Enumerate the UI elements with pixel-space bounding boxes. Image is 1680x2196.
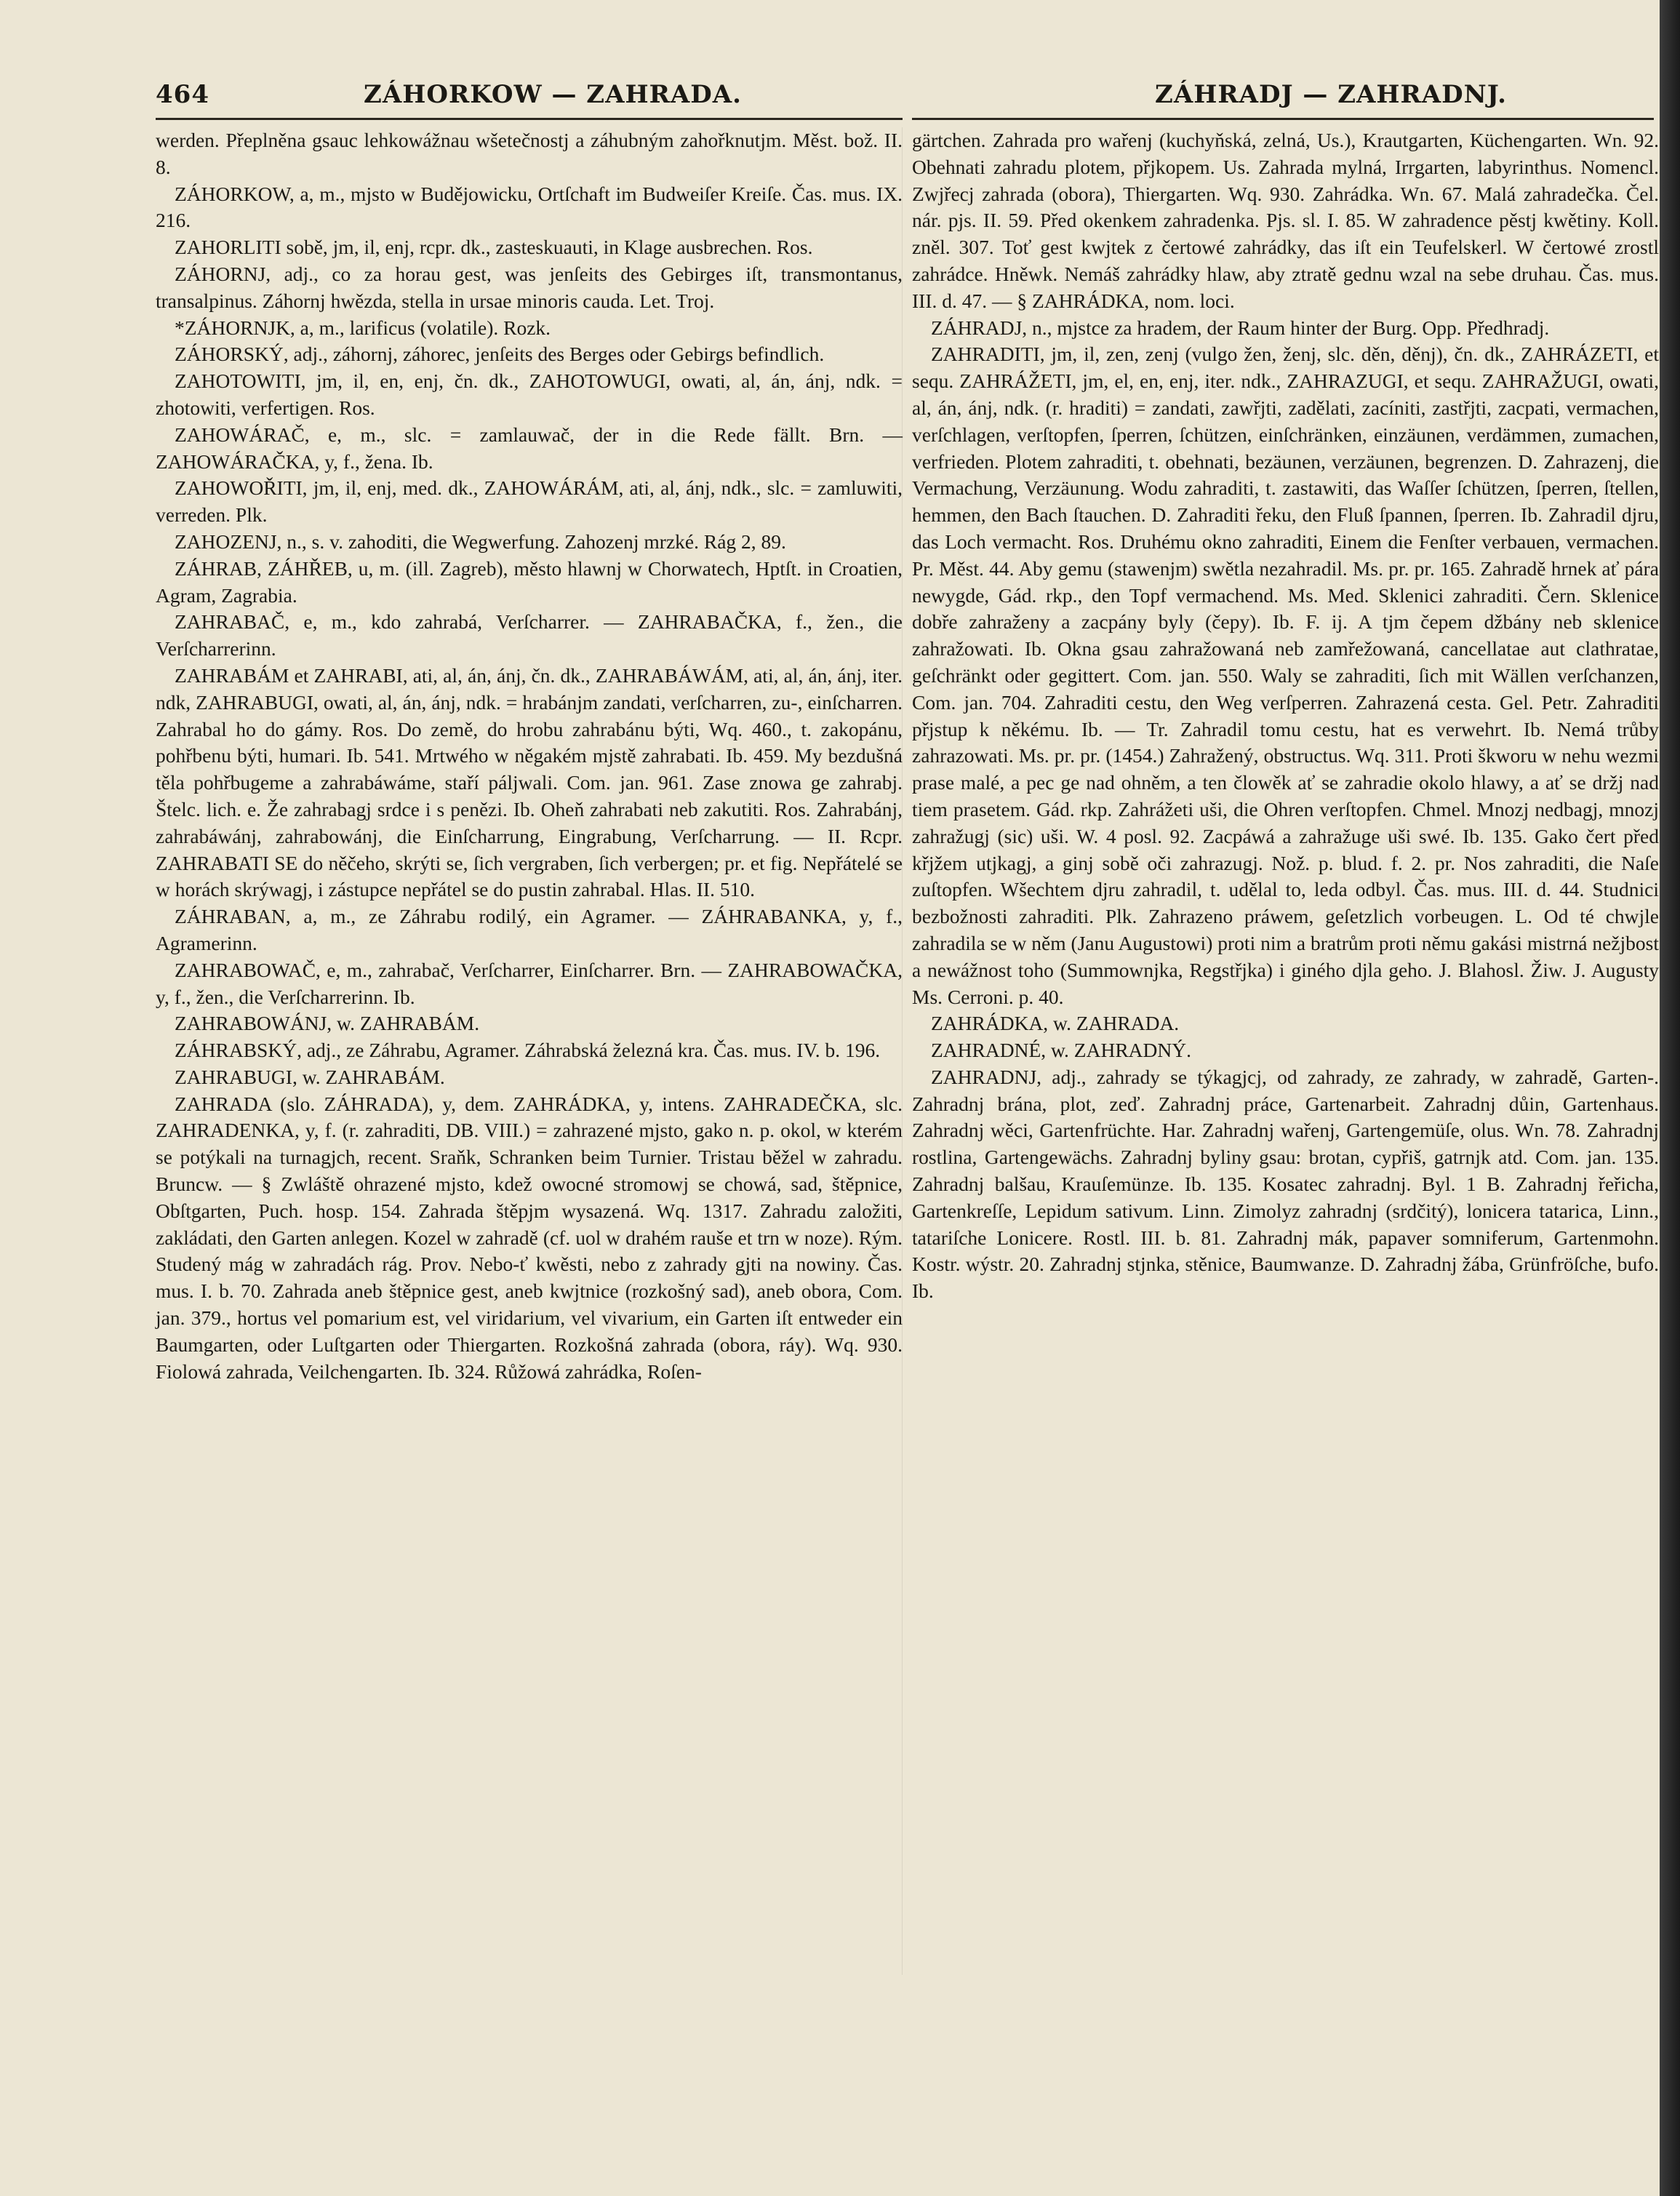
dictionary-entry: werden. Přeplněna gsauc lehkowážnau wšetečnostj a záhubným zahořknutjm. Měst. bož. II. 8. xyxy=(156,129,903,178)
right-column xyxy=(912,127,1659,1305)
dictionary-entry: ZAHRABOWÁNJ, w. ZAHRABÁM. xyxy=(175,1012,480,1035)
dictionary-entry: ZAHRÁDKA, w. ZAHRADA. xyxy=(931,1012,1180,1035)
dictionary-entry: ZÁHRABSKÝ, adj., ze Záhrabu, Agramer. Záhrabská železná kra. Čas. mus. IV. b. 196. xyxy=(175,1039,881,1062)
dictionary-entry: ZÁHORNJ, adj., co za horau gest, was jenſeits des Gebirges iſt, transmontanus, transalpinus. Záhornj hwězda, stella in ursae minoris cauda. Let. Troj. xyxy=(156,262,903,312)
dictionary-entry: ZAHRABOWAČ, e, m., zahrabač, Verſcharrer, Einſcharrer. Brn. — ZAHRABOWAČKA, y, f., žen., die Verſcharrerinn. Ib. xyxy=(156,958,903,1008)
dictionary-entry: ZAHRABÁM et ZAHRABI, ati, al, án, ánj, čn. dk., ZAHRABÁWÁM, ati, al, án, ánj, iter. ndk, ZAHRABUGI, owati, al, án, ánj, ndk. = hrabánjm zandati, verſcharren, zu-, einſcharren. Zahrabal ho do gámy. Ros. Do země, do hrobu zahrabánu býti, Wq. 460., t. zakopánu, pohřbenu býti, humari. Ib. 541. Mrtwého w něgakém mjstě zahrabati. Ib. 459. My bezdušná těla pohřbugeme a zahrabáwáme, staří páljwali. Com. jan. 961. Zase znowa ge zahrabj. Štelc. lich. e. Že zahrabagj srdce i s penězi. Ib. Oheň zahrabati neb zakutiti. Ros. Zahrabánj, zahrabáwánj, zahrabowánj, die Einſcharrung, Eingrabung, Verſcharrung. — II. Rcpr. ZAHRABATI SE do něčeho, skrýti se, ſich vergraben, ſich verbergen; pr. et fig. Nepřátelé se w horách skrýwagj, i zástupce nepřátel se do pustin zahrabal. Hlas. II. 510. xyxy=(156,663,903,901)
dictionary-entry: *ZÁHORNJK, a, m., larificus (volatile). Rozk. xyxy=(175,316,551,339)
header-rule-right xyxy=(912,118,1654,120)
dictionary-entry: ZAHRABAČ, e, m., kdo zahrabá, Verſcharrer. — ZAHRABAČKA, f., žen., die Verſcharrerinn. xyxy=(156,610,903,660)
dictionary-entry: ZÁHRABAN, a, m., ze Záhrabu rodilý, ein Agramer. — ZÁHRABANKA, y, f., Agramerinn. xyxy=(156,905,903,954)
dictionary-entry: ZAHRABUGI, w. ZAHRABÁM. xyxy=(175,1065,445,1088)
dictionary-entry: ZAHRADNÉ, w. ZAHRADNÝ. xyxy=(931,1039,1191,1062)
left-column xyxy=(156,127,903,1385)
dictionary-entry: ZAHRADA (slo. ZÁHRADA), y, dem. ZAHRÁDKA, y, intens. ZAHRADEČKA, slc. ZAHRADENKA, y, f. (r. zahraditi, DB. VIII.) = zahrazené mjsto, gako n. p. okol, w kterém se potýkali na turnagjch, recent. Sraňk, Schranken beim Turnier. Tristau běžel w zahradu. Bruncw. — § Zwláště ohrazené mjsto, kdež owocné stromowj se chowá, sad, štěpnice, Obſtgarten, Puch. hosp. 154. Zahrada štěpjm wysazená. Wq. 1317. Zahradu založiti, zakládati, den Garten anlegen. Kozel w zahradě (cf. uol w drahém rauše et trn w noze). Rým. Studený mág w zahradách rág. Prov. Nebo-ť kwěsti, nebo z zahrady gjti na nowiny. Čas. mus. I. b. 70. Zahrada aneb štěpnice gest, aneb kwjtnice (rozkošný sad), aneb obora, Com. jan. 379., hortus vel pomarium est, vel viridarium, vel vivarium, ein Garten iſt entweder ein Baumgarten, oder Luſtgarten oder Thiergarten. Rozkošná zahrada (obora, ráy). Wq. 930. Fiolowá zahrada, Veilchengarten. Ib. 324. Růžowá zahrádka, Roſen- xyxy=(156,1092,903,1383)
running-header xyxy=(0,71,1660,115)
dictionary-entry: ZÁHRAB, ZÁHŘEB, u, m. (ill. Zagreb), město hlawnj w Chorwatech, Hptſt. in Croatien, Agram, Zagrabia. xyxy=(156,556,903,607)
header-rule-left xyxy=(156,118,903,120)
dictionary-entry: gärtchen. Zahrada pro wařenj (kuchyňská, zelná, Us.), Krautgarten, Küchengarten. Wn. 92. Obehnati zahradu plotem, přjkopem. Us. Zahrada mylná, Irrgarten, labyrinthus. Nomencl. Zwjřecj zahrada (obora), Thiergarten. Wq. 930. Zahrádka. Wn. 67. Malá zahradečka. Čel. nár. pjs. II. 59. Před okenkem zahradenka. Pjs. sl. I. 85. W zahradence pěstj kwětiny. Koll. zněl. 307. Toť gest kwjtek z čertowé zahrádky, das iſt ein Teufelskerl. W čertowé zrostl zahrádce. Hněwk. Nemáš zahrádky hlaw, aby ztratě gednu wzal na sebe druhau. Čas. mus. III. d. 47. — § ZAHRÁDKA, nom. loci. xyxy=(912,129,1659,312)
dictionary-entry: ZAHOZENJ, n., s. v. zahoditi, die Wegwerfung. Zahozenj mrzké. Rág 2, 89. xyxy=(175,530,786,553)
dictionary-entry: ZAHOTOWITI, jm, il, en, enj, čn. dk., ZAHOTOWUGI, owati, al, án, ánj, ndk. = zhotowiti, verfertigen. Ros. xyxy=(156,370,903,419)
left-running-head: ZÁHORKOW — ZAHRADA. xyxy=(364,80,742,109)
page-edge-shadow xyxy=(1660,0,1680,2196)
dictionary-entry: ZÁHORSKÝ, adj., záhornj, záhorec, jenſeits des Berges oder Gebirgs befindlich. xyxy=(175,343,825,366)
dictionary-entry: ZAHORLITI sobě, jm, il, enj, rcpr. dk., zasteskuauti, in Klage ausbrechen. Ros. xyxy=(175,236,813,259)
dictionary-entry: ZAHRADITI, jm, il, zen, zenj (vulgo žen, ženj, slc. děn, děnj), čn. dk., ZAHRÁZETI, et sequ. ZAHRÁŽETI, jm, el, en, enj, iter. ndk., ZAHRAZUGI, et sequ. ZAHRAŽUGI, owati, al, án, ánj, ndk. (r. hraditi) = zandati, zawřjti, zadělati, zacíniti, zastřjti, zacpati, vermachen, verſchlagen, verſtopfen, ſperren, ſchützen, einſchränken, einzäunen, verdämmen, zumachen, verfrieden. Plotem zahraditi, t. obehnati, bezäunen, verzäunen, begrenzen. D. Zahrazenj, die Vermachung, Verzäunung. Wodu zahraditi, t. zastawiti, das Waſſer ſchützen, ſperren, ſtellen, hemmen, den Bach ſtauchen. D. Zahraditi řeku, den Fluß ſpannen, ſperren. Ib. Zahradil djru, das Loch vermacht. Ros. Druhému okno zahraditi, Einem die Fenſter verbauen, vermachen. Pr. Měst. 44. Aby gemu (stawenjm) swětla nezahradil. Ms. pr. pr. 165. Zahradě hrnek ať pára newygde, Gád. rkp., den Topf vermachend. Ms. Med. Sklenici zahraditi. Čern. Sklenice dobře zahraženy a zacpány byly (čepy). Ib. F. ij. A tjm čepem džbány neb sklenice zahražowati. Ib. Okna gsau zahražowaná neb zamřežowaná, cancellatae aut clathratae, geſchränkt oder gegittert. Com. jan. 550. Waly se zahraditi, ſich mit Wällen verſchanzen, Com. jan. 704. Zahraditi cestu, den Weg verſperren. Zahrazená cesta. Gel. Petr. Zahraditi přjstup k někému. Ib. — Tr. Zahradil tomu cestu, hat es verwehrt. Ib. Nemá trůby zahrazowati. Ms. pr. pr. (1454.) Zahražený, obstructus. Wq. 311. Proti škworu w nehu wezmi prase malé, a pec ge nad ohněm, a ten člowěk ať se zahradie okolo hlawy, a ať se držj nad tiem prasetem. Gád. rkp. Zahrážeti uši, die Ohren verſtopfen. Chmel. Mnozj nedbagj, mnozj zahražugj (sic) uši. W. 4 posl. 92. Zacpáwá a zahražuge uši swé. Ib. 135. Gako čert před křjžem utjkagj, a ginj sobě oči zahrazugj. Nož. p. blud. f. 2. pr. Nos zahraditi, die Naſe zuſtopfen. Wšechtem djru zahradil, t. udělal to, leda odbyl. Čas. mus. III. d. 44. Studnici bezbožnosti zahraditi. Plk. Zahrazeno práwem, geſetzlich vorbeugen. L. Od té chwjle zahradila se w něm (Janu Augustowi) proti nim a bratrům proti němu gakási mistrná nežjbost a newážnost toho (Summownjka, Regstřjka) i giného djla geho. J. Blahosl. Žiw. J. Augusty Ms. Cerroni. p. 40. xyxy=(912,343,1659,1008)
page-number: 464 xyxy=(156,80,209,109)
dictionary-entry: ZAHOWOŘITI, jm, il, enj, med. dk., ZAHOWÁRÁM, ati, al, ánj, ndk., slc. = zamluwiti, verreden. Plk. xyxy=(156,476,903,527)
right-running-head: ZÁHRADJ — ZAHRADNJ. xyxy=(1155,80,1508,109)
dictionary-entry: ZAHOWÁRAČ, e, m., slc. = zamlauwač, der in die Rede fällt. Brn. — ZAHOWÁRAČKA, y, f., žena. Ib. xyxy=(156,423,903,473)
dictionary-entry: ZAHRADNJ, adj., zahrady se týkagjcj, od zahrady, ze zahrady, w zahradě, Garten-. Zahradnj brána, plot, zeď. Zahradnj práce, Gartenarbeit. Zahradnj důin, Gartenhaus. Zahradnj wěci, Gartenfrüchte. Har. Zahradnj wařenj, Gartengemüſe, olus. Wn. 78. Zahradnj rostlina, Gartengewächs. Zahradnj byliny gsau: brotan, cypřiš, gatrnjk atd. Com. jan. 135. Zahradnj balšau, Krauſemünze. Ib. 135. Kosatec zahradnj. Byl. 1 B. Zahradnj řeřicha, Gartenkreſſe, Lepidum sativum. Linn. Zimolyz zahradnj (srdčitý), lonicera tatarica, Linn., tatariſche Lonicere. Rostl. III. b. 81. Zahradnj mák, papaver somniferum, Gartenmohn. Kostr. wýstr. 20. Zahradnj stjnka, stěnice, Baumwanze. D. Zahradnj žába, Grünfröſche, bufo. Ib. xyxy=(912,1065,1659,1303)
dictionary-entry: ZÁHRADJ, n., mjstce za hradem, der Raum hinter der Burg. Opp. Předhradj. xyxy=(931,316,1550,339)
dictionary-entry: ZÁHORKOW, a, m., mjsto w Budějowicku, Ortſchaft im Budweiſer Kreiſe. Čas. mus. IX. 216. xyxy=(156,182,903,232)
